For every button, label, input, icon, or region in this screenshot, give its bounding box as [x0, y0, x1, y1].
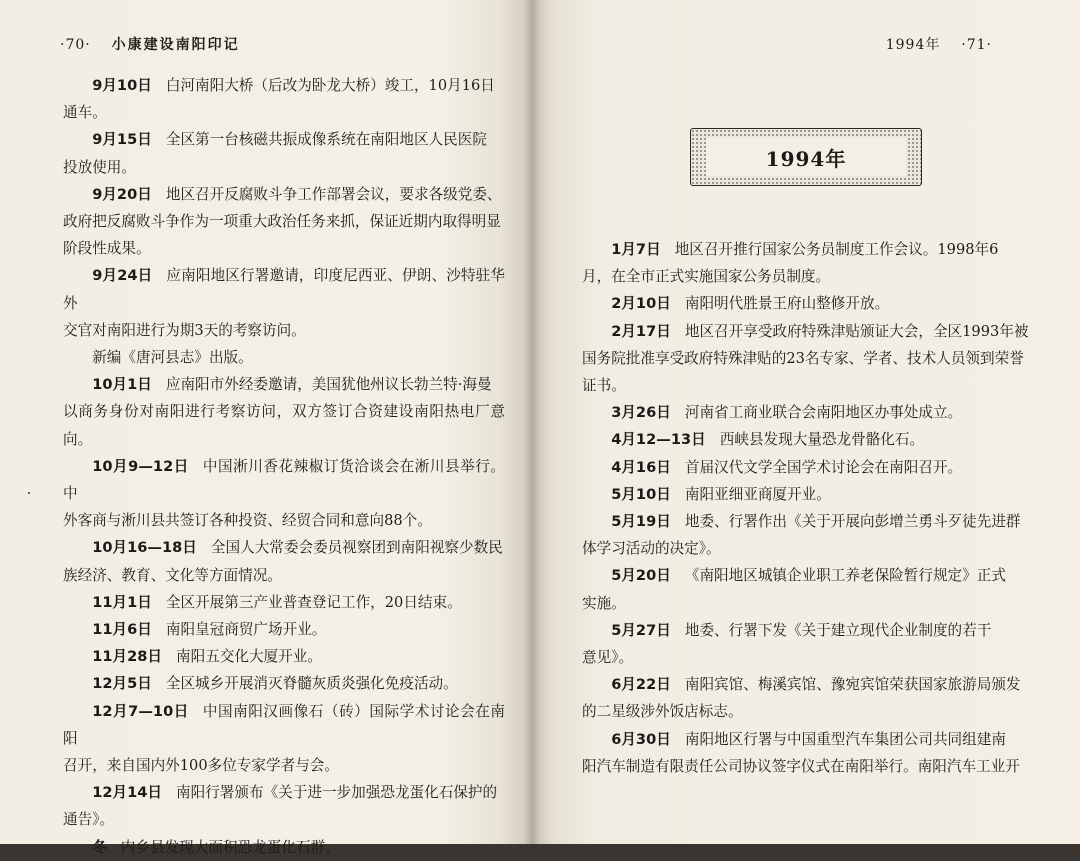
entry-date: 冬	[92, 838, 107, 856]
entry-paragraph	[582, 290, 1030, 317]
right-page	[532, 0, 1080, 844]
entry-date: 12月14日	[92, 784, 162, 802]
entry-paragraph	[63, 698, 505, 752]
entry-date: 3月26日	[611, 404, 671, 422]
entry-continuation-line	[63, 154, 505, 181]
entry-paragraph	[582, 508, 1030, 535]
entry-text: 《南阳地区城镇企业职工养老保险暂行规定》正式	[684, 567, 1006, 585]
entry-text: 实施。	[582, 594, 626, 612]
right-page-number: ·71·	[961, 37, 992, 53]
entry-date: 12月7—10日	[92, 702, 189, 720]
left-page-header	[60, 34, 240, 54]
entry-continuation-line	[63, 752, 505, 779]
entry-text: 南阳地区行署与中国重型汽车集团公司共同组建南	[684, 730, 1006, 748]
entry-date: 5月10日	[611, 485, 671, 503]
entry-text: 南阳明代胜景王府山整修开放。	[684, 295, 890, 313]
year-heading-box	[690, 128, 922, 186]
entry-paragraph	[582, 617, 1030, 644]
entry-paragraph	[63, 262, 505, 316]
entry-continuation-line	[582, 372, 1030, 399]
running-year: 1994年	[885, 37, 941, 53]
entry-date: 10月16—18日	[92, 539, 197, 557]
entry-text: 投放使用。	[63, 158, 136, 176]
right-page-text	[582, 236, 1030, 780]
entry-continuation-line	[582, 644, 1030, 671]
year-heading: 1994年	[765, 146, 847, 171]
entry-text: 西峡县发现大量恐龙骨骼化石。	[719, 431, 925, 449]
entry-paragraph	[63, 181, 505, 208]
entry-date: 5月20日	[611, 567, 671, 585]
entry-text: 全区第一台核磁共振成像系统在南阳地区人民医院	[165, 131, 487, 149]
entry-text: 内乡县发现大面积恐龙蛋化石群。	[120, 838, 340, 856]
entry-text: 月，在全市正式实施国家公务员制度。	[582, 268, 831, 286]
entry-paragraph	[582, 671, 1030, 698]
entry-paragraph	[582, 399, 1030, 426]
entry-paragraph	[63, 344, 505, 371]
entry-paragraph	[582, 454, 1030, 481]
entry-date: 12月5日	[92, 675, 152, 693]
entry-continuation-line	[582, 263, 1030, 290]
entry-date: 11月1日	[92, 593, 152, 611]
entry-text: 政府把反腐败斗争作为一项重大政治任务来抓，保证近期内取得明显	[63, 213, 501, 231]
entry-text: 阶段性成果。	[63, 240, 151, 258]
entry-text: 地委、行署下发《关于建立现代企业制度的若干	[684, 621, 992, 639]
left-page-number: ·70·	[60, 37, 91, 53]
entry-date: 4月12—13日	[611, 431, 706, 449]
entry-date: 5月27日	[611, 621, 671, 639]
paper-speck	[28, 492, 30, 494]
entry-continuation-line	[582, 590, 1030, 617]
book-gutter	[524, 0, 540, 844]
entry-paragraph	[63, 670, 505, 697]
entry-paragraph	[63, 834, 505, 861]
entry-continuation-line	[63, 317, 505, 344]
entry-date: 10月1日	[92, 376, 152, 394]
entry-date: 11月28日	[92, 648, 162, 666]
entry-date: 4月16日	[611, 458, 671, 476]
entry-text: 通车。	[63, 104, 107, 122]
entry-text: 证书。	[582, 377, 626, 395]
entry-paragraph	[63, 534, 505, 561]
entry-text: 召开，来自国内外100多位专家学者与会。	[63, 757, 339, 775]
entry-paragraph	[63, 371, 505, 398]
entry-paragraph	[63, 616, 505, 643]
entry-paragraph	[582, 318, 1030, 345]
entry-text: 地委、行署作出《关于开展向彭增兰勇斗歹徒先进群	[684, 513, 1021, 531]
entry-continuation-line	[63, 235, 505, 262]
entry-text: 全区城乡开展消灭脊髓灰质炎强化免疫活动。	[165, 675, 458, 693]
entry-paragraph	[582, 562, 1030, 589]
entry-paragraph	[63, 72, 505, 99]
entry-paragraph	[582, 481, 1030, 508]
entry-text: 应南阳市外经委邀请，美国犹他州议长勃兰特·海曼	[165, 376, 492, 394]
entry-paragraph	[582, 426, 1030, 453]
entry-continuation-line	[582, 345, 1030, 372]
left-page	[0, 0, 532, 856]
entry-date: 9月24日	[92, 267, 153, 285]
entry-date: 10月9—12日	[92, 457, 189, 475]
entry-text: 南阳行署颁布《关于进一步加强恐龙蛋化石保护的	[176, 784, 498, 802]
entry-text: 地区召开推行国家公务员制度工作会议。1998年6	[674, 241, 999, 258]
entry-text: 南阳皇冠商贸广场开业。	[165, 621, 327, 639]
entry-text: 地区召开反腐败斗争工作部署会议，要求各级党委、	[165, 185, 502, 203]
entry-text: 中国南阳汉画像石（砖）国际学术讨论会在南阳	[63, 702, 505, 747]
entry-date: 11月6日	[92, 621, 152, 639]
entry-paragraph	[63, 453, 505, 507]
entry-text: 首届汉代文学全国学术讨论会在南阳召开。	[684, 458, 963, 476]
left-page-text	[63, 72, 505, 861]
right-page-header	[886, 34, 992, 54]
entry-continuation-line	[63, 99, 505, 126]
entry-date: 9月15日	[92, 131, 152, 149]
entry-continuation-line	[63, 208, 505, 235]
entry-paragraph	[63, 643, 505, 670]
entry-text: 应南阳地区行署邀请，印度尼西亚、伊朗、沙特驻华外	[63, 267, 505, 312]
entry-text: 族经济、教育、文化等方面情况。	[63, 566, 282, 584]
entry-continuation-line	[582, 753, 1030, 780]
entry-text: 外客商与淅川县共签订各种投资、经贸合同和意向88个。	[63, 512, 432, 530]
entry-date: 1月7日	[611, 241, 661, 258]
entry-text: 新编《唐河县志》出版。	[92, 349, 253, 367]
entry-text: 南阳五交化大厦开业。	[176, 648, 322, 666]
entry-text: 南阳宾馆、梅溪宾馆、豫宛宾馆荣获国家旅游局颁发	[684, 676, 1021, 694]
entry-text: 的二星级涉外饭店标志。	[582, 703, 743, 721]
entry-paragraph	[582, 726, 1030, 753]
entry-date: 9月10日	[92, 77, 152, 94]
running-title: 小康建设南阳印记	[111, 37, 240, 53]
entry-text: 全区开展第三产业普查登记工作，20日结束。	[165, 593, 462, 611]
entry-text: 河南省工商业联合会南阳地区办事处成立。	[684, 404, 963, 422]
entry-text: 全国人大常委会委员视察团到南阳视察少数民	[210, 539, 503, 557]
entry-text: 阳汽车制造有限责任公司协议签字仪式在南阳举行。南阳汽车工业开	[582, 757, 1020, 775]
entry-text: 地区召开享受政府特殊津贴颁证大会，全区1993年被	[684, 322, 1029, 340]
entry-date: 2月10日	[611, 295, 671, 313]
entry-continuation-line	[63, 562, 505, 589]
entry-text: 意见》。	[582, 649, 634, 667]
entry-paragraph	[63, 779, 505, 806]
entry-continuation-line	[63, 507, 505, 534]
entry-continuation-line	[582, 535, 1030, 562]
entry-paragraph	[63, 126, 505, 153]
entry-text: 南阳亚细亚商厦开业。	[684, 485, 831, 503]
entry-date: 9月20日	[92, 185, 152, 203]
entry-date: 6月22日	[611, 676, 671, 694]
entry-text: 通告》。	[63, 811, 115, 829]
entry-text: 交官对南阳进行为期3天的考察访问。	[63, 321, 306, 339]
entry-text: 中国淅川香花辣椒订货洽谈会在淅川县举行。中	[63, 457, 505, 503]
entry-date: 6月30日	[611, 730, 671, 748]
entry-continuation-line	[63, 806, 505, 833]
entry-text: 体学习活动的决定》。	[582, 540, 721, 558]
entry-continuation-line	[582, 698, 1030, 725]
entry-date: 2月17日	[611, 322, 671, 340]
entry-text: 白河南阳大桥（后改为卧龙大桥）竣工，10月16日	[165, 77, 495, 94]
entry-paragraph	[63, 589, 505, 616]
entry-paragraph	[582, 236, 1030, 263]
entry-text: 以商务身份对南阳进行考察访问，双方签订合资建设南阳热电厂意向。	[63, 403, 505, 448]
entry-date: 5月19日	[611, 513, 671, 531]
entry-text: 国务院批准享受政府特殊津贴的23名专家、学者、技术人员领到荣誉	[582, 349, 1024, 367]
entry-continuation-line	[63, 398, 505, 452]
